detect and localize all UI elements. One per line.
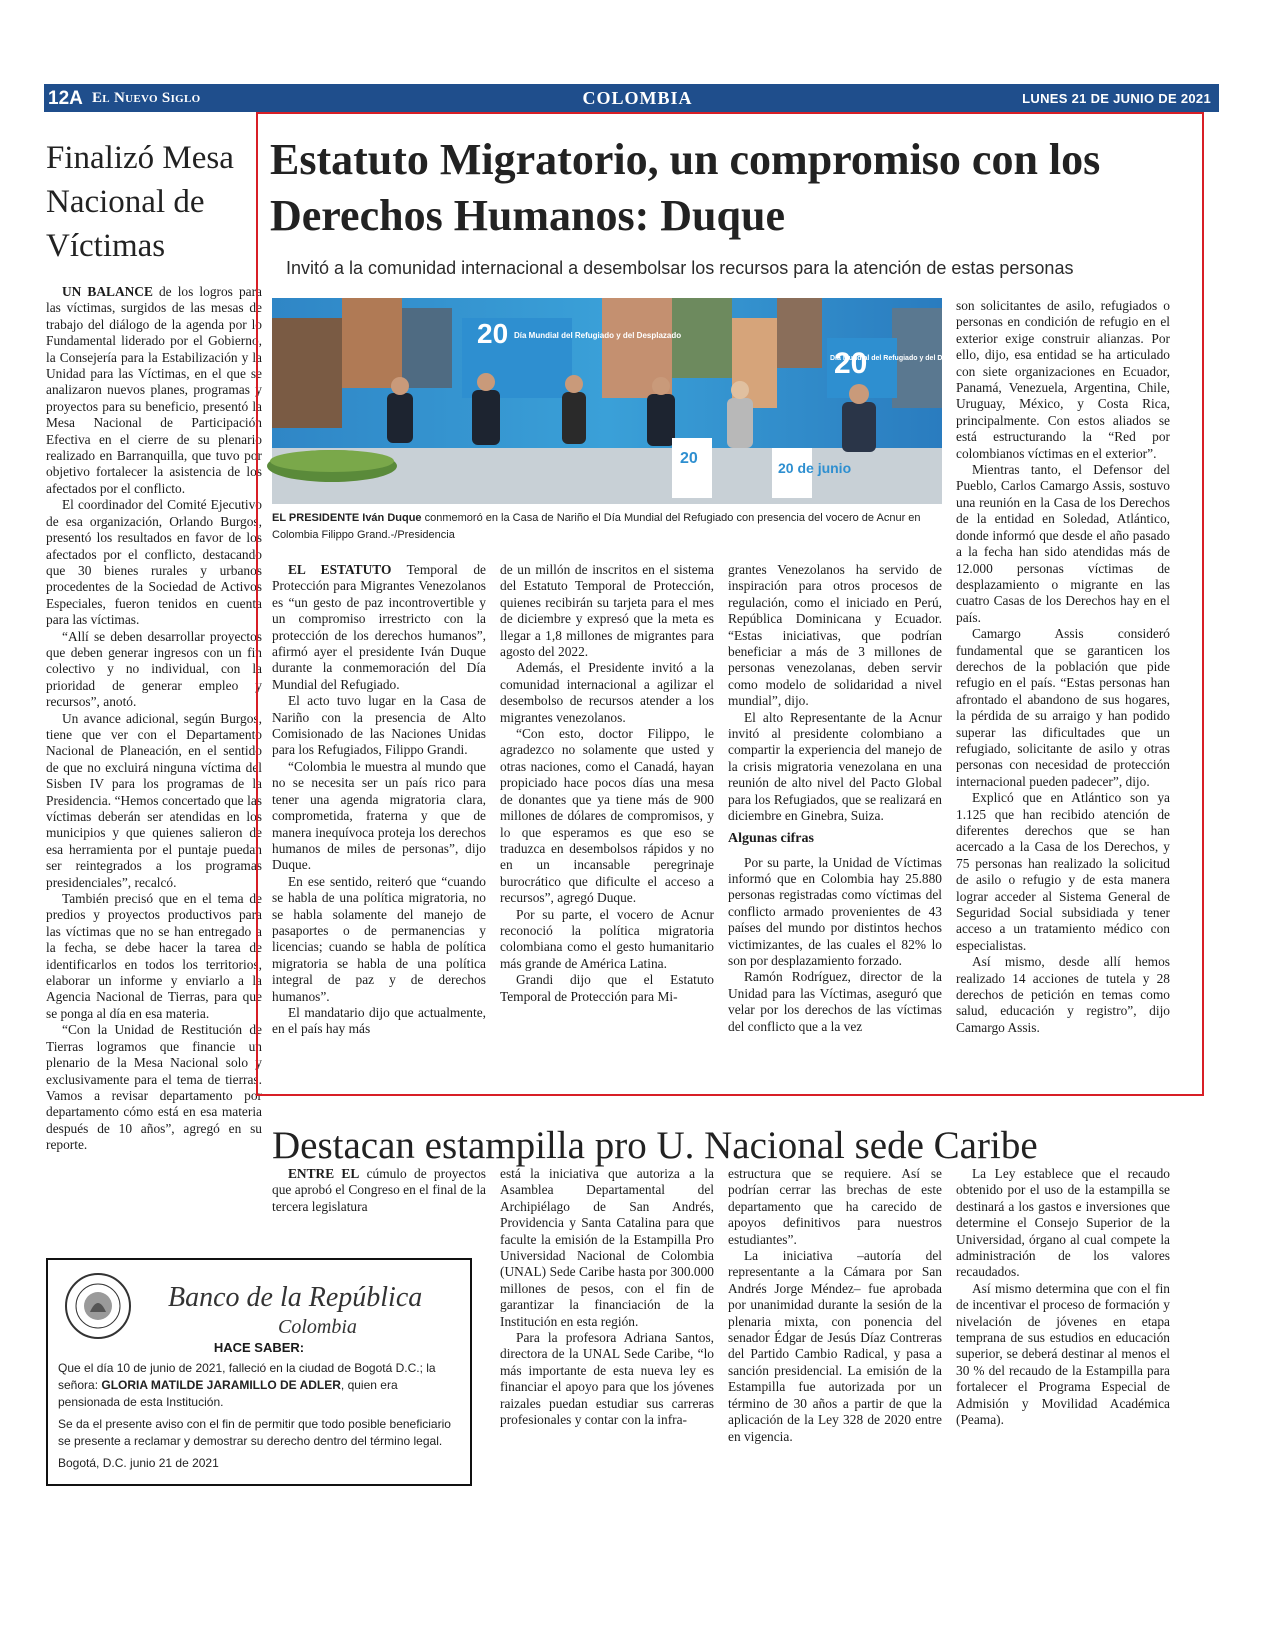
bank-seal-icon (64, 1272, 132, 1340)
main-story-paragraph: “Colombia le muestra al mundo que no se necesita ser un país rico para tener una agenda migratoria clara, comprometida, fraterna y que de manera inequívoca proteja los derechos humanos de miles de personas”, dijo Duque. (272, 758, 486, 873)
section-name: COLOMBIA (582, 88, 693, 108)
left-story-paragraph: Un avance adicional, según Burgos, tiene que ver con el Departamento Nacional de Planeación, en el sentido de que no excluirá ninguna víctima del Sisben IV para los programas de la Presidencia. “Hemos concertado que las víctimas deberán ser atendidas en los municipios y que quienes salieron de esa herramienta por el puntaje puedan ser reintegrados a los programas presidenciales”, recalcó. (46, 710, 262, 890)
second-story-paragraph: ENTRE EL cúmulo de proyectos que aprobó el Congreso en el final de la tercera legislatura (272, 1166, 486, 1214)
main-story-paragraph: Además, el Presidente invitó a la comunidad internacional a agilizar el desembolso de recursos atender a los migrantes venezolanos. (500, 660, 714, 725)
main-story-paragraph: Grandi dijo que el Estatuto Temporal de Protección para Mi- (500, 972, 714, 1004)
second-story-column-1 (272, 1166, 486, 1215)
main-story-paragraph: Así mismo, desde allí hemos realizado 14 acciones de tutela y 28 derechos de petición en temas como salud, educación y registro”, dijo Camargo Assis. (956, 954, 1170, 1035)
main-story-paragraph: En ese sentido, reiteró que “cuando se habla de una política migratoria, no se habla solamente del manejo de pasaportes o de permanencias y licencias; cuando se habla de política migratoria se habla de una política integral de paz y de derechos humanos”. (272, 873, 486, 1004)
main-story-paragraph: Por su parte, la Unidad de Víctimas informó que en Colombia hay 25.880 personas registradas como víctimas del conflicto armado provenientes de 43 países del mundo por distintos hechos victimizantes, de las cuales el 82% lo son por desplazamiento forzado. (728, 854, 942, 968)
photo-banner-text: Día Mundial del Refugiado y del Desplazado (514, 331, 682, 340)
main-story-paragraph: Ramón Rodríguez, director de la Unidad para las Víctimas, aseguró que velar por los derechos de las víctimas del conflicto que a la vez (728, 969, 942, 1034)
photo-logo-text: 20 de junio (778, 460, 852, 476)
left-story-paragraph: “Con la Unidad de Restitución de Tierras logramos que financie un plenario de la Mesa Nacional solo y exclusivamente para el tema de tierras. Vamos a revisar departamento por departamento cómo está en esa materia después de 10 años”, agregó en su reporte. (46, 1022, 262, 1153)
main-story-column-1 (272, 562, 486, 1038)
bank-country: Colombia (278, 1316, 357, 1338)
svg-text:20: 20 (834, 347, 868, 380)
second-story-paragraph: está la iniciativa que autoriza a la Asamblea Departamental del Archipiélago de San Andrés, Providencia y Santa Catalina para que faculte la emisión de la Estampilla Pro Universidad Nacional de Colombia (UNAL) Sede Caribe hasta por 300.000 millones de pesos, con el fin de garantizar la financiación de la Institución en esta región. (500, 1166, 714, 1329)
photo-banner-text: Día Mundial del Refugiado y del Desplazado (830, 355, 977, 362)
second-story-lead: ENTRE EL (288, 1166, 360, 1181)
second-story-paragraph: La Ley establece que el recaudo obtenido por el uso de la estampilla se destinará a los gastos e inversiones que determine el Consejo Superior de la Universidad, órgano al cual compete la administración de los valores recaudados. (956, 1166, 1170, 1280)
main-story-paragraph: El acto tuvo lugar en la Casa de Nariño con la presencia de Alto Comisionado de las Naciones Unidas para los Refugiados, Filippo Grandi. (272, 693, 486, 758)
page-number: 12A (48, 88, 83, 109)
notice-heading: HACE SABER: (213, 1340, 305, 1355)
main-story-column-2 (500, 562, 714, 1005)
newspaper-name: El Nuevo Siglo (92, 90, 201, 106)
main-story-paragraph: Camargo Assis consideró fundamental que se garanticen los derechos de la población que pide refugio en el país. “Estas personas han afrontado el abandono de sus hogares, la pérdida de su arraigo y han podido superar las dificultades que un refugiado, solicitante de asilo y otras personas con necesidad de protección internacional pueden padecer”, dijo. (956, 626, 1170, 789)
left-story-paragraph: “Allí se deben desarrollar proyectos que deben generar ingresos con un fin colectivo y no individual, con la prioridad de generar empleo y recursos”, anotó. (46, 628, 262, 710)
svg-text:20: 20 (477, 318, 509, 349)
main-story-photo (272, 298, 977, 504)
main-story-column-4 (956, 298, 1170, 1036)
second-story-column-3 (728, 1166, 942, 1445)
main-story-paragraph: EL ESTATUTO Temporal de Protección para Migrantes Venezolanos es “un gesto de paz incontrovertible y un compromiso irrestricto con la protección de los derechos humanos”, afirmó ayer el presidente Iván Duque durante la conmemoración del Día Mundial del Refugiado. (272, 562, 486, 692)
left-story-lead: UN BALANCE (62, 284, 153, 299)
main-story-paragraph: Explicó que en Atlántico son ya 1.125 que han recibido atención de diferentes derechos que se han acercado a la Casa de los Derechos, y 75 personas han realizado la solicitud de asilo o refugio y de esta manera lograr acceder al Sistema General de Seguridad Social subsidiada y tener acceso a un tratamiento médico con especialistas. (956, 790, 1170, 953)
notice-person-name: GLORIA MATILDE JARAMILLO DE ADLER (101, 1378, 341, 1392)
left-story-body (46, 284, 262, 1154)
second-story-column-2 (500, 1166, 714, 1429)
main-story-paragraph: “Con esto, doctor Filippo, le agradezco no solamente que usted y otras naciones, como el Canadá, hayan propiciado hace pocos días una mesa de donantes que ya tiene más de 900 millones de dólares de compromisos, y lo que esperamos es que eso se traduzca en desembolsos rápidos y no en un incansable peregrinaje burocrático que dificulte el acceso a recursos”, agregó Duque. (500, 726, 714, 906)
notice-date: Bogotá, D.C. junio 21 de 2021 (58, 1456, 219, 1470)
photo-caption (272, 510, 942, 544)
page-date: LUNES 21 DE JUNIO DE 2021 (1022, 91, 1211, 106)
left-story-paragraph: El coordinador del Comité Ejecutivo de esa organización, Orlando Burgos, presentó los resultados en favor de los afectados por el conflicto, destacando que 30 bienes rurales y urbanos procedentes de la Sociedad de Activos Especiales, fueron tenidos en cuenta para las víctimas. (46, 497, 262, 628)
notice-paragraph: Se da el presente aviso con el fin de permitir que todo posible beneficiario se presente a reclamar y demostrar su derecho dentro del término legal. (58, 1417, 451, 1448)
main-story-paragraph: de un millón de inscritos en el sistema del Estatuto Temporal de Protección, quienes recibirán su tarjeta para el mes de diciembre y expresó que la meta es llegar a 1,8 millones de migrantes para agosto del 2022. (500, 562, 714, 660)
left-story-title: Finalizó Mesa Nacional de Víctimas (46, 140, 234, 264)
second-story-paragraph: Así mismo determina que con el fin de incentivar el proceso de formación y nivelación de jóvenes en etapa temprana de sus estudios en educación superior, se deberá destinar al menos el 30 % del recaudo de la Estampilla para fortalecer el Programa Especial de Admisión y Movilidad Académica (Peama). (956, 1280, 1170, 1428)
second-story-paragraph: La iniciativa –autoría del representante a la Cámara por San Andrés Jorge Méndez– fue aprobada por unanimidad durante la sesión de la plenaria mixta, con ponencia del senador Édgar de Jesús Díaz Contreras del Partido Cambio Radical, y pasa a sanción presidencial. La emisión de la Estampilla fue autorizada por un término de 30 años a partir de que la aplicación de la Ley 328 de 2020 entre en vigencia. (728, 1248, 942, 1444)
svg-text:20: 20 (680, 450, 698, 467)
left-story-paragraph: UN BALANCE de los logros para las víctimas, surgidos de las mesas de trabajo del diálogo de la agenda por lo Fundamental liderado por el Gobierno, la Consejería para la Estabilización y la Unidad para las Víctimas, en el que se analizaron nuevos planes, programas y proyectos para su beneficio, presentó la Mesa Nacional de Participación Efectiva en el cierre de su plenario realizado en Barranquilla, que tuvo por objetivo fortalecer la asistencia de los afectados por el conflicto. (46, 284, 262, 496)
main-story-paragraph: El alto Representante de la Acnur invitó al presidente colombiano a compartir la experiencia del manejo de la crisis migratoria venezolana en una reunión de alto nivel del Pacto Global para los Refugiados, que se realizará en diciembre en Ginebra, Suiza. (728, 709, 942, 824)
bank-name: Banco de la República (168, 1282, 423, 1313)
second-story-column-4 (956, 1166, 1170, 1429)
main-story-subtitle: Invitó a la comunidad internacional a desembolsar los recursos para la atención de estas personas (286, 258, 1074, 278)
caption-lead: EL PRESIDENTE Iván Duque (272, 512, 422, 524)
second-story-title: Destacan estampilla pro U. Nacional sede Caribe (272, 1124, 1038, 1167)
main-story-paragraph: Por su parte, el vocero de Acnur reconoció la política migratoria colombiana como el gesto humanitario más grande de América Latina. (500, 906, 714, 971)
main-story-title: Estatuto Migratorio, un compromiso con los Derechos Humanos: Duque (270, 135, 1101, 240)
left-story (46, 136, 262, 1154)
main-story-paragraph: grantes Venezolanos ha servido de inspiración para otros procesos de regulación, como el iniciado en Perú, República Dominicana y Ecuador. “Estas iniciativas, que podrían beneficiar a más de 3 millones de personas venezolanas, deben servir como modelo de solidaridad a nivel mundial”, dijo. (728, 562, 942, 709)
second-story-paragraph: Para la profesora Adriana Santos, directora de la UNAL Sede Caribe, “lo más importante de esta nueva ley es financiar el apoyo para que los jóvenes raizales puedan estudiar sus carreras profesionales y contar con la infra- (500, 1330, 714, 1428)
main-story-subhead: Algunas cifras (728, 830, 814, 846)
caption-text: conmemoró en la Casa de Nariño el Día Mundial del Refugiado con presencia del vocero de Acnur en Colombia Filippo Grand.-/Presidencia (272, 512, 921, 541)
second-story-paragraph: estructura que se requiere. Así se podrían cerrar las brechas de este departamento que ha carecido de apoyos definitivos para nuestros estudiantes”. (728, 1166, 942, 1247)
bank-notice (46, 1258, 472, 1486)
main-story-paragraph: Mientras tanto, el Defensor del Pueblo, Carlos Camargo Assis, sostuvo una reunión en la Casa de los Derechos de la entidad en Soledad, Atlántico, donde informó que desde el año pasado a la fecha han sido atendidas más de 12.000 personas víctimas de desplazamiento o migrante en las cuatro Casas de los Derechos hay en el país. (956, 462, 1170, 625)
left-story-paragraph: También precisó que en el tema de predios y proyectos productivos para las víctimas que no se han entregado a la fecha, se debe hacer la tarea de identificarlos en todos los territorios, elaborar un informe y enviarlo a la Agencia Nacional de Tierras, para que se ponga al día en esa materia. (46, 891, 262, 1021)
main-story-lead: EL ESTATUTO (288, 562, 392, 577)
main-story-paragraph: El mandatario dijo que actualmente, en el país hay más (272, 1004, 486, 1037)
main-story-paragraph: son solicitantes de asilo, refugiados o personas en condición de refugio en el exterior exige construir alianzas. Por ello, dijo, esa entidad se ha articulado con siete organizaciones en Ecuador, Panamá, Venezuela, Argentina, Chile, Uruguay, México, y Costa Rica, principalmente. Con estos aliados se está estructurando la “Red por colombianos víctimas en el exterior”. (956, 298, 1170, 461)
notice-paragraph: Que el día 10 de junio de 2021, falleció en la ciudad de Bogotá D.C.; la señora: GLORIA MATILDE JARAMILLO DE ADLER, quien era pensionada de esta Institución. (58, 1361, 436, 1409)
main-story-column-3 (728, 562, 942, 1035)
notice-body (58, 1360, 462, 1477)
